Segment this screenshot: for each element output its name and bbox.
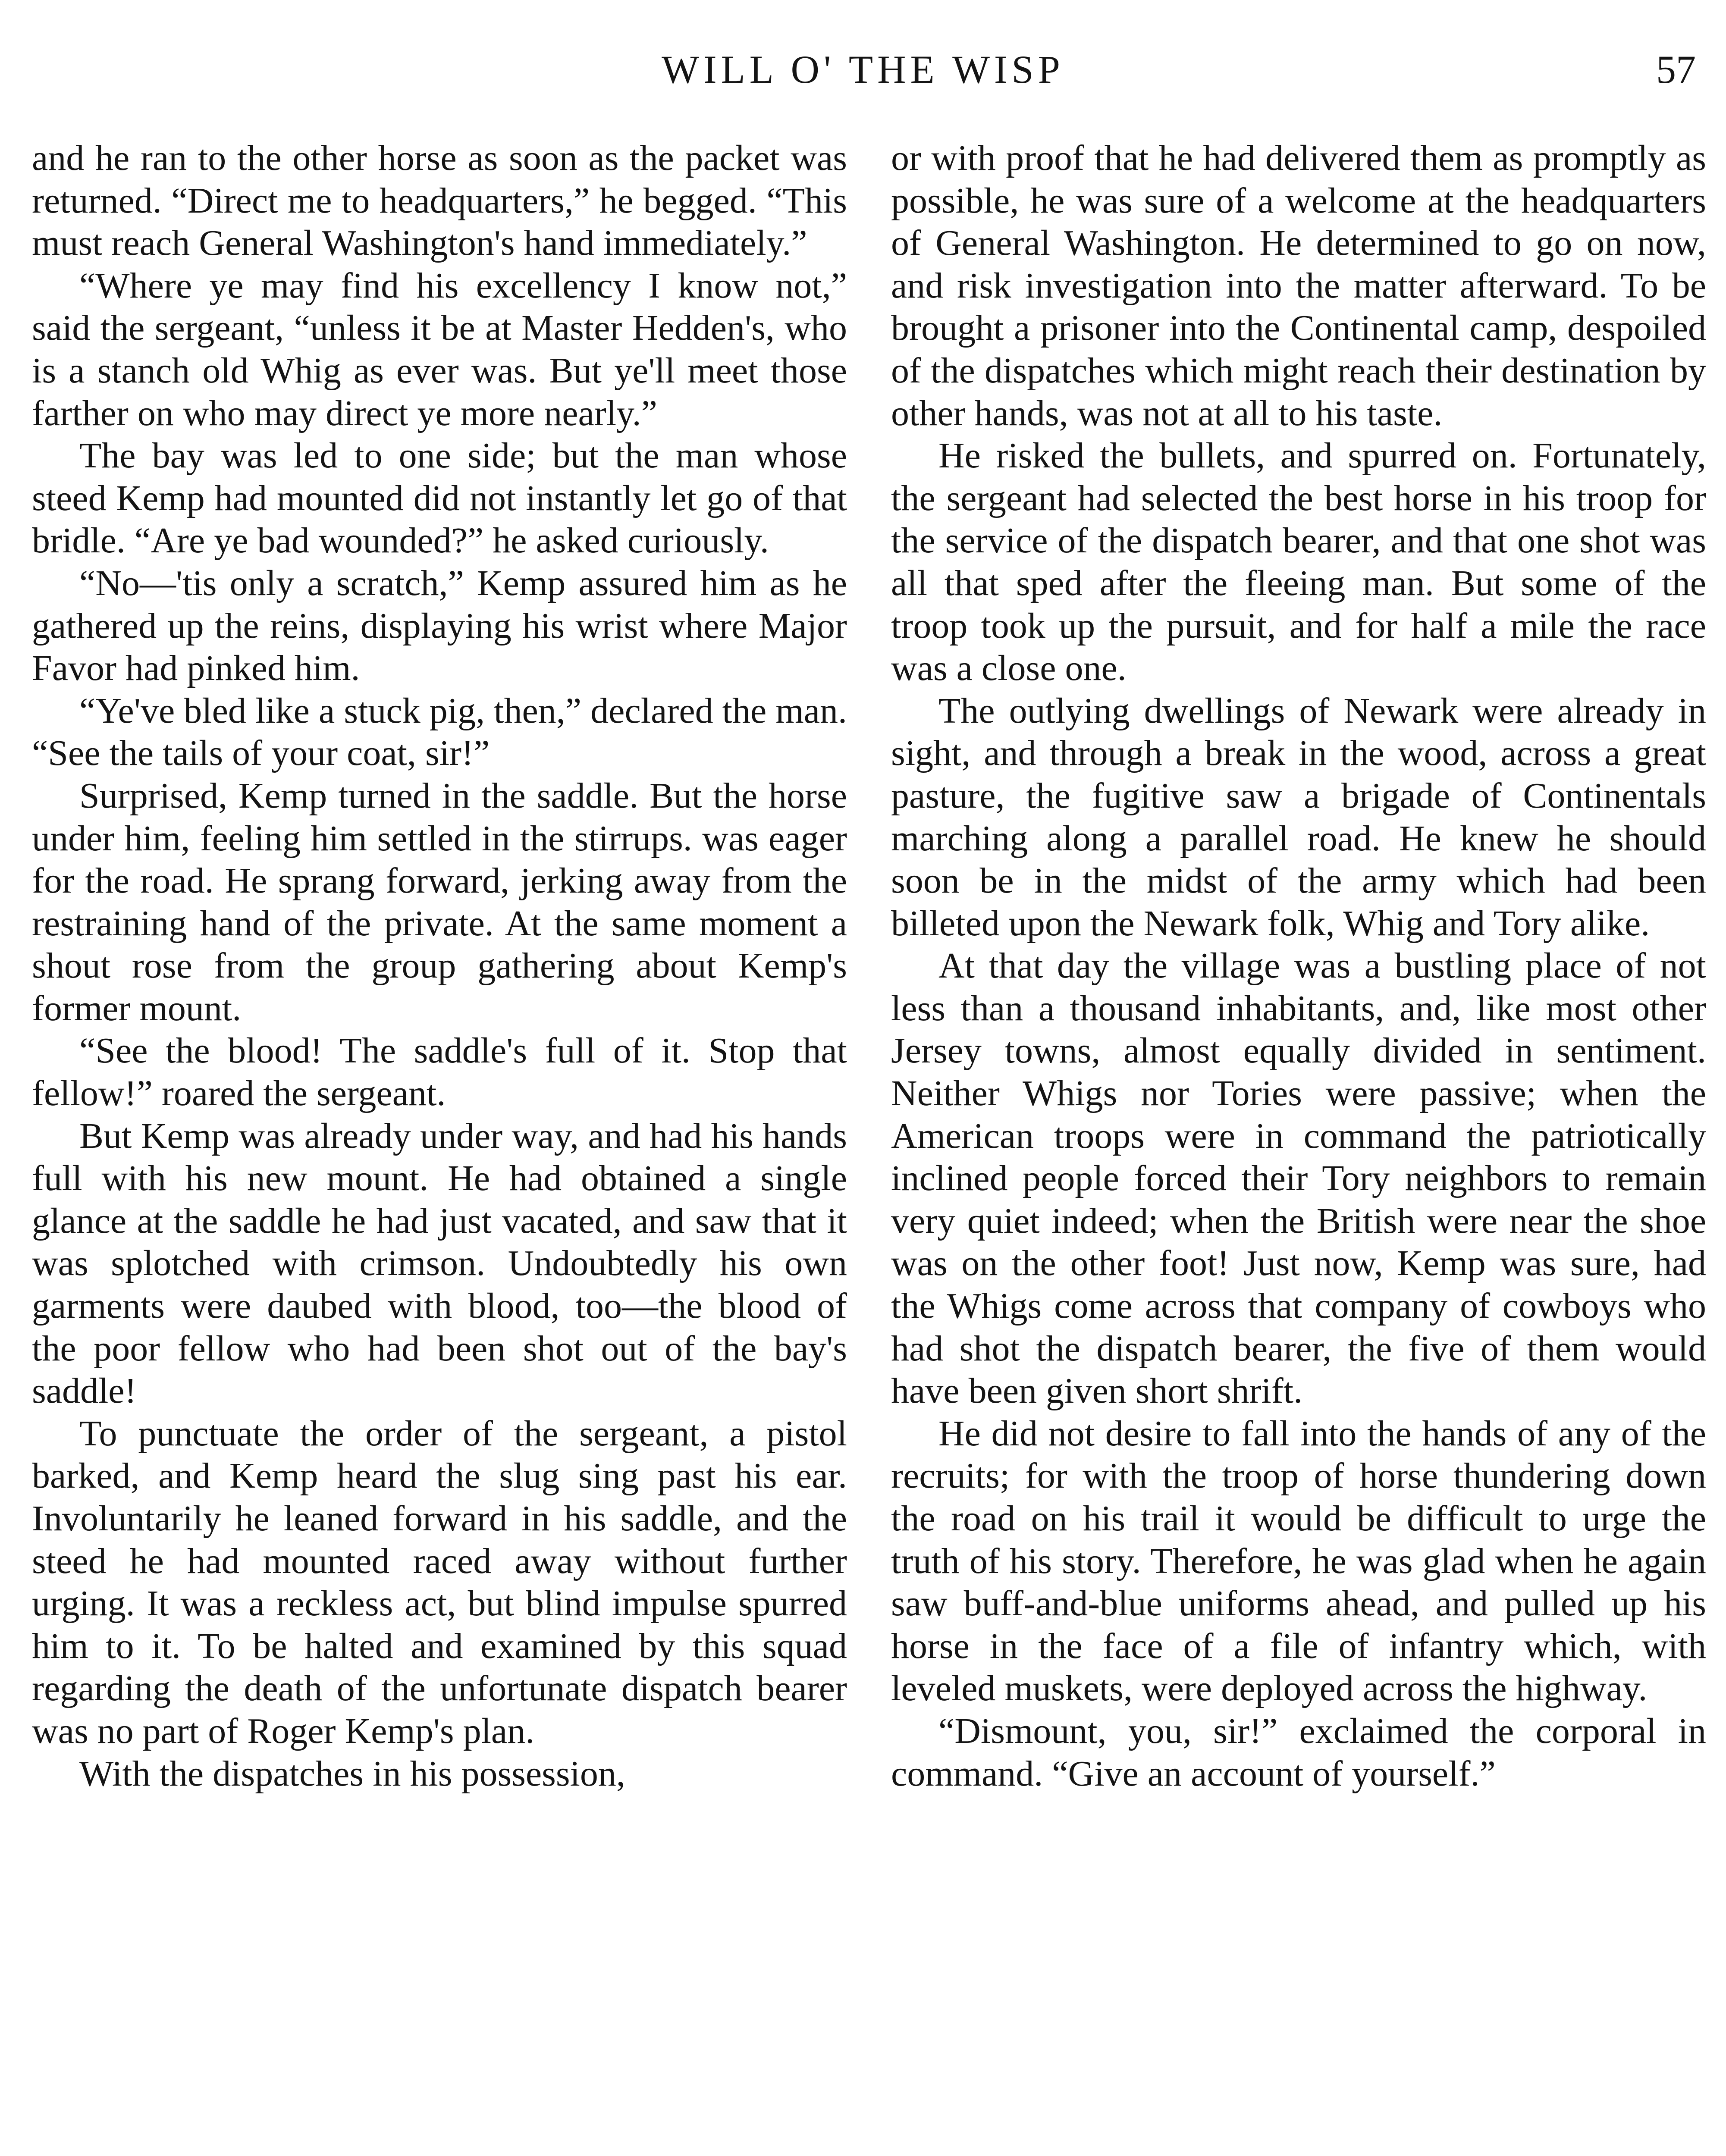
running-head — [0, 41, 1726, 97]
paragraph: The outlying dwellings of Newark were already in sight, and through a break in the wood, across a great pasture, the fugitive saw a brigade of Continentals marching along a parallel road. He knew he should soon be in the midst of the army which had been billeted upon the Newark folk, Whig and Tory alike. — [891, 690, 1706, 943]
paragraph: “See the blood! The saddle's full of it. Stop that fellow!” roared the sergeant. — [32, 1031, 847, 1114]
paragraph: With the dispatches in his possession, — [79, 1753, 625, 1794]
paragraph: “Dismount, you, sir!” exclaimed the corporal in command. “Give an account of yourself.” — [891, 1711, 1706, 1794]
paragraph: or with proof that he had delivered them as promptly as possible, he was sure of a welcome at the headquarters of General Washington. He determined to go on now, and risk investigation into the matter afterward. To be brought a prisoner into the Continental camp, despoiled of the dispatches which might reach their destination by other hands, was not at all to his taste. — [891, 138, 1706, 433]
paragraph: “No—'tis only a scratch,” Kemp assured him as he gathered up the reins, displaying his wrist where Major Favor had pinked him. — [32, 563, 847, 689]
paragraph: “Where ye may find his excellency I know not,” said the sergeant, “unless it be at Master Hedden's, who is a stanch old Whig as ever was. But ye'll meet those farther on who may direct ye more nearly.” — [32, 265, 847, 433]
paragraph: But Kemp was already under way, and had his hands full with his new mount. He had obtained a single glance at the saddle he had just vacated, and saw that it was splotched with crimson. Undoubtedly his own garments were daubed with blood, too—the blood of the poor fellow who had been shot out of the bay's saddle! — [32, 1116, 847, 1411]
paragraph: At that day the village was a bustling place of not less than a thousand inhabitants, and, like most other Jersey towns, almost equally divided in sentiment. Neither Whigs nor Tories were passive; when the American troops were in command the patriotically inclined people forced their Tory neighbors to remain very quiet indeed; when the British were near the shoe was on the other foot! Just now, Kemp was sure, had the Whigs come across that company of cowboys who had shot the dispatch bearer, the five of them would have been given short shrift. — [891, 946, 1706, 1411]
paragraph: “Ye've bled like a stuck pig, then,” declared the man. “See the tails of your coat, sir!” — [32, 690, 847, 774]
paragraph: To punctuate the order of the sergeant, a pistol barked, and Kemp heard the slug sing past his ear. Involuntarily he leaned forward in his saddle, and the steed he had mounted raced away without further urging. It was a reckless act, but blind impulse spurred him to it. To be halted and examined by this squad regarding the death of the unfortunate dispatch bearer was no part of Roger Kemp's plan. — [32, 1413, 847, 1751]
paragraph: He risked the bullets, and spurred on. Fortunately, the sergeant had selected the best horse in his troop for the service of the dispatch bearer, and that one shot was all that sped after the fleeing man. But some of the troop took up the pursuit, and for half a mile the race was a close one. — [891, 436, 1706, 689]
paragraph: and he ran to the other horse as soon as the packet was returned. “Direct me to headquarters,” he begged. “This must reach General Washington's hand immediately.” — [32, 138, 847, 263]
right-column — [891, 137, 1706, 1795]
paragraph: The bay was led to one side; but the man whose steed Kemp had mounted did not instantly let go of that bridle. “Are ye bad wounded?” he asked curiously. — [32, 436, 847, 561]
left-column — [32, 137, 847, 1795]
paragraph: Surprised, Kemp turned in the saddle. But the horse under him, feeling him settled in the stirrups. was eager for the road. He sprang forward, jerking away from the restraining hand of the private. At the same moment a shout rose from the group gathering about Kemp's former mount. — [32, 775, 847, 1028]
running-title: WILL O' THE WISP — [662, 47, 1064, 91]
page-number: 57 — [1656, 47, 1696, 91]
paragraph: He did not desire to fall into the hands of any of the recruits; for with the troop of horse thundering down the road on his trail it would be difficult to urge the truth of his story. Therefore, he was glad when he again saw buff-and-blue uniforms ahead, and pulled up his horse in the face of a file of infantry which, with leveled muskets, were deployed across the highway. — [891, 1413, 1706, 1709]
